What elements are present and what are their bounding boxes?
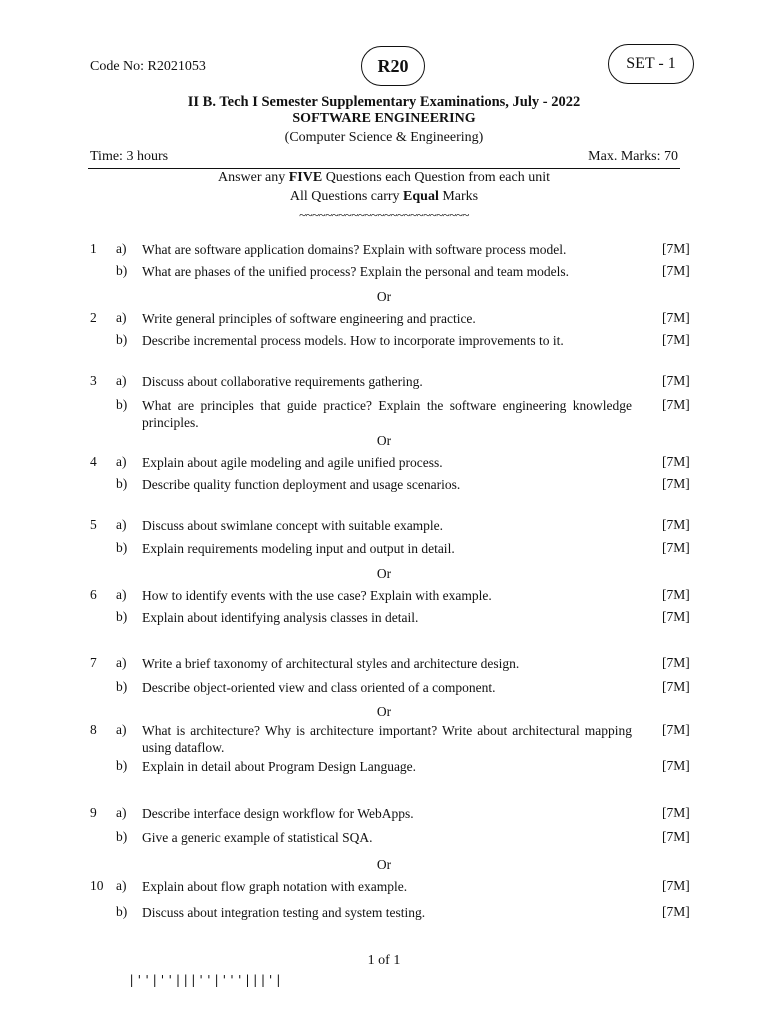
set-badge: [608, 44, 694, 84]
question-marks: [7M]: [662, 679, 690, 694]
question-number: 2: [90, 310, 97, 325]
max-marks-label: Max. Marks: 70: [588, 149, 678, 164]
question-number: 9: [90, 805, 97, 820]
or-separator: Or: [376, 289, 392, 304]
branch-title: (Computer Science & Engineering): [284, 130, 484, 145]
question-text: Describe incremental process models. How to incorporate improvements to it.: [142, 333, 564, 348]
part-label: a): [116, 517, 127, 532]
or-separator: Or: [376, 566, 392, 581]
question-marks: [7M]: [662, 373, 690, 388]
question-marks: [7M]: [662, 609, 690, 624]
part-label: b): [116, 263, 128, 278]
code-number: Code No: R2021053: [90, 59, 206, 74]
question-marks: [7M]: [662, 263, 690, 278]
question-marks: [7M]: [662, 829, 690, 844]
question-text: Write general principles of software engineering and practice.: [142, 311, 476, 326]
question-text: Give a generic example of statistical SQA.: [142, 830, 373, 845]
part-label: a): [116, 655, 127, 670]
part-label: a): [116, 722, 127, 737]
question-marks: [7M]: [662, 454, 690, 469]
question-number: 5: [90, 517, 97, 532]
part-label: a): [116, 241, 127, 256]
question-marks: [7M]: [662, 241, 690, 256]
question-marks: [7M]: [662, 476, 690, 491]
part-label: a): [116, 310, 127, 325]
question-text: Explain requirements modeling input and output in detail.: [142, 541, 455, 556]
question-number: 8: [90, 722, 97, 737]
exam-title: II B. Tech I Semester Supplementary Examinations, July - 2022: [187, 94, 581, 110]
part-label: a): [116, 805, 127, 820]
question-text: What are principles that guide practice? Explain the software engineering knowledge principles.: [142, 398, 632, 430]
or-separator: Or: [376, 433, 392, 448]
question-marks: [7M]: [662, 878, 690, 893]
regulation-badge: [361, 46, 425, 86]
part-label: b): [116, 904, 128, 919]
question-text: Discuss about swimlane concept with suitable example.: [142, 518, 444, 533]
header-divider: [88, 168, 680, 169]
question-text: Write a brief taxonomy of architectural styles and architecture design.: [142, 656, 520, 671]
question-text: Describe quality function deployment and usage scenarios.: [142, 477, 461, 492]
question-text: Describe interface design workflow for WebApps.: [142, 806, 414, 821]
question-text: How to identify events with the use case? Explain with example.: [142, 588, 492, 603]
regulation-label: R20: [377, 55, 409, 76]
question-marks: [7M]: [662, 540, 690, 555]
time-label: Time: 3 hours: [90, 149, 169, 164]
part-label: b): [116, 540, 128, 555]
question-number: 4: [90, 454, 97, 469]
part-label: b): [116, 829, 128, 844]
question-text: Discuss about integration testing and system testing.: [142, 905, 426, 920]
question-text: Describe object-oriented view and class oriented of a component.: [142, 680, 496, 695]
question-marks: [7M]: [662, 310, 690, 325]
or-separator: Or: [376, 704, 392, 719]
part-label: b): [116, 476, 128, 491]
part-label: b): [116, 679, 128, 694]
subject-title: SOFTWARE ENGINEERING: [292, 111, 476, 126]
part-label: a): [116, 454, 127, 469]
or-separator: Or: [376, 857, 392, 872]
question-text: Discuss about collaborative requirements gathering.: [142, 374, 423, 389]
part-label: b): [116, 397, 128, 412]
question-marks: [7M]: [662, 332, 690, 347]
question-marks: [7M]: [662, 805, 690, 820]
question-number: 10: [90, 878, 104, 893]
question-marks: [7M]: [662, 397, 690, 412]
question-marks: [7M]: [662, 517, 690, 532]
part-label: b): [116, 332, 128, 347]
question-number: 6: [90, 587, 97, 602]
question-text: What are software application domains? Explain with software process model.: [142, 242, 567, 257]
instruction-line-1: Answer any FIVE Questions each Question from each unit: [217, 170, 551, 185]
page-number: 1 of 1: [367, 953, 401, 968]
tilde-divider: ~~~~~~~~~~~~~~~~~~~~~~~~~~: [299, 207, 469, 222]
barcode-text: |''|''|||''|'''|||'|: [128, 973, 283, 987]
question-text: Explain in detail about Program Design Language.: [142, 759, 417, 774]
part-label: a): [116, 587, 127, 602]
part-label: b): [116, 758, 128, 773]
question-text: Explain about agile modeling and agile unified process.: [142, 455, 443, 470]
question-text: What is architecture? Why is architecture important? Write about architectural mapping using dataflow.: [142, 723, 632, 755]
question-marks: [7M]: [662, 904, 690, 919]
set-label: SET - 1: [626, 55, 676, 72]
question-marks: [7M]: [662, 722, 690, 737]
part-label: b): [116, 609, 128, 624]
question-marks: [7M]: [662, 587, 690, 602]
part-label: a): [116, 373, 127, 388]
question-marks: [7M]: [662, 655, 690, 670]
question-number: 7: [90, 655, 97, 670]
instruction-line-2: All Questions carry Equal Marks: [289, 189, 479, 204]
question-text: Explain about flow graph notation with example.: [142, 879, 408, 894]
question-text: Explain about identifying analysis classes in detail.: [142, 610, 419, 625]
question-text: What are phases of the unified process? Explain the personal and team models.: [142, 264, 569, 279]
question-number: 1: [90, 241, 97, 256]
question-marks: [7M]: [662, 758, 690, 773]
question-number: 3: [90, 373, 97, 388]
part-label: a): [116, 878, 127, 893]
